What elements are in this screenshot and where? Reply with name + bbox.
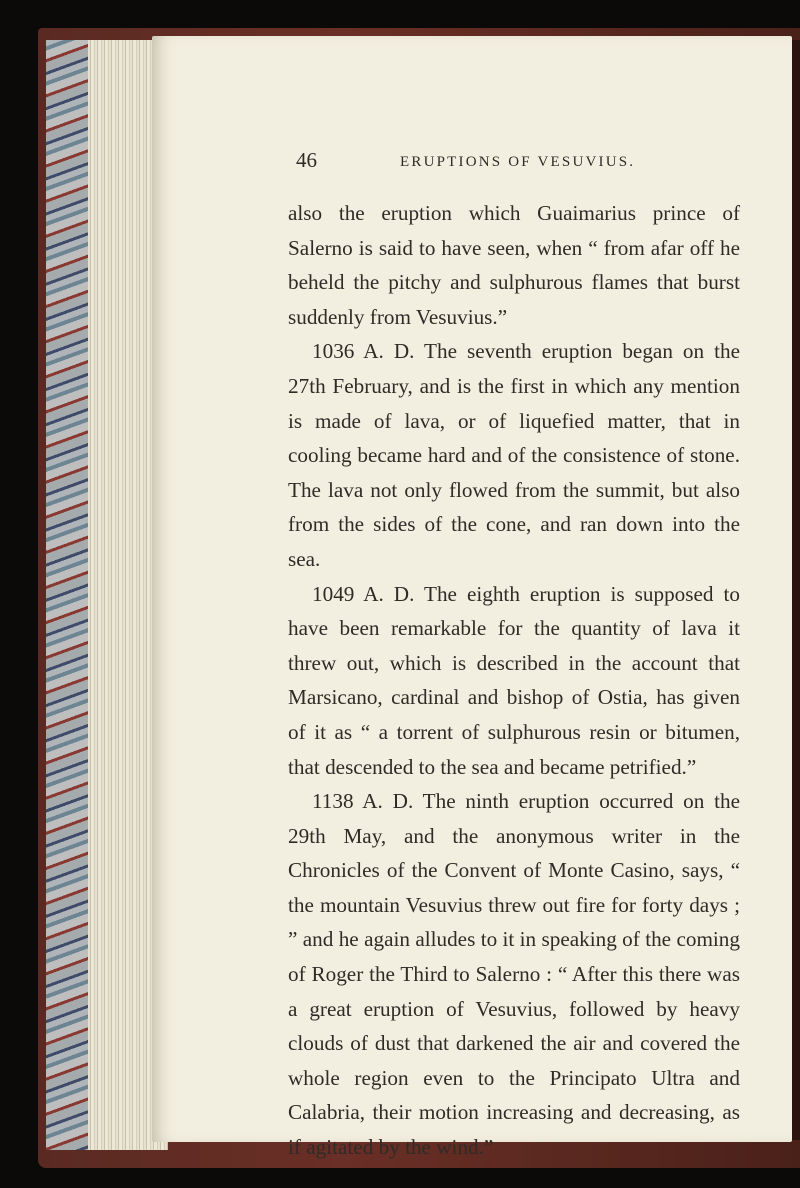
running-title: ERUPTIONS OF VESUVIUS.: [400, 154, 636, 170]
page-header: [296, 148, 736, 178]
right-binding-edge: [792, 40, 800, 1140]
paragraph: also the eruption which Guaimarius prince of Salerno is said to have seen, when “ from afar off he beheld the pitchy and sulphurous flames that burst suddenly from Vesuvius.”: [288, 201, 740, 329]
paragraph: 1138 A. D. The ninth eruption occurred on the 29th May, and the anonymous writer in the Chronicles of the Convent of Monte Casino, says, “ the mountain Vesuvius threw out fire for forty days ; ” and he again alludes to it in speaking of the coming of Roger the Third to Salerno : “ After this there was a great eruption of Vesuvius, followed by heavy clouds of dust that darkened the air and covered the whole region even to the Principato Ultra and Calabria, their motion increasing and decreasing, as if agitated by the wind.”: [288, 789, 740, 1160]
paragraph: 1036 A. D. The seventh eruption began on the 27th February, and is the first in which any mention is made of lava, or of liquefied matter, that in cooling became hard and of the consistence of stone. The lava not only flowed from the summit, but also from the sides of the cone, and ran down into the sea.: [288, 339, 740, 571]
paragraph: 1049 A. D. The eighth eruption is supposed to have been remarkable for the quantity of lava it threw out, which is described in the account that Marsicano, cardinal and bishop of Ostia, has given of it as “ a torrent of sulphurous resin or bitumen, that descended to the sea and became petrified.”: [288, 581, 740, 779]
page-number: 46: [296, 148, 317, 172]
marbled-endpaper: [46, 40, 94, 1150]
body-text: [288, 196, 740, 1165]
